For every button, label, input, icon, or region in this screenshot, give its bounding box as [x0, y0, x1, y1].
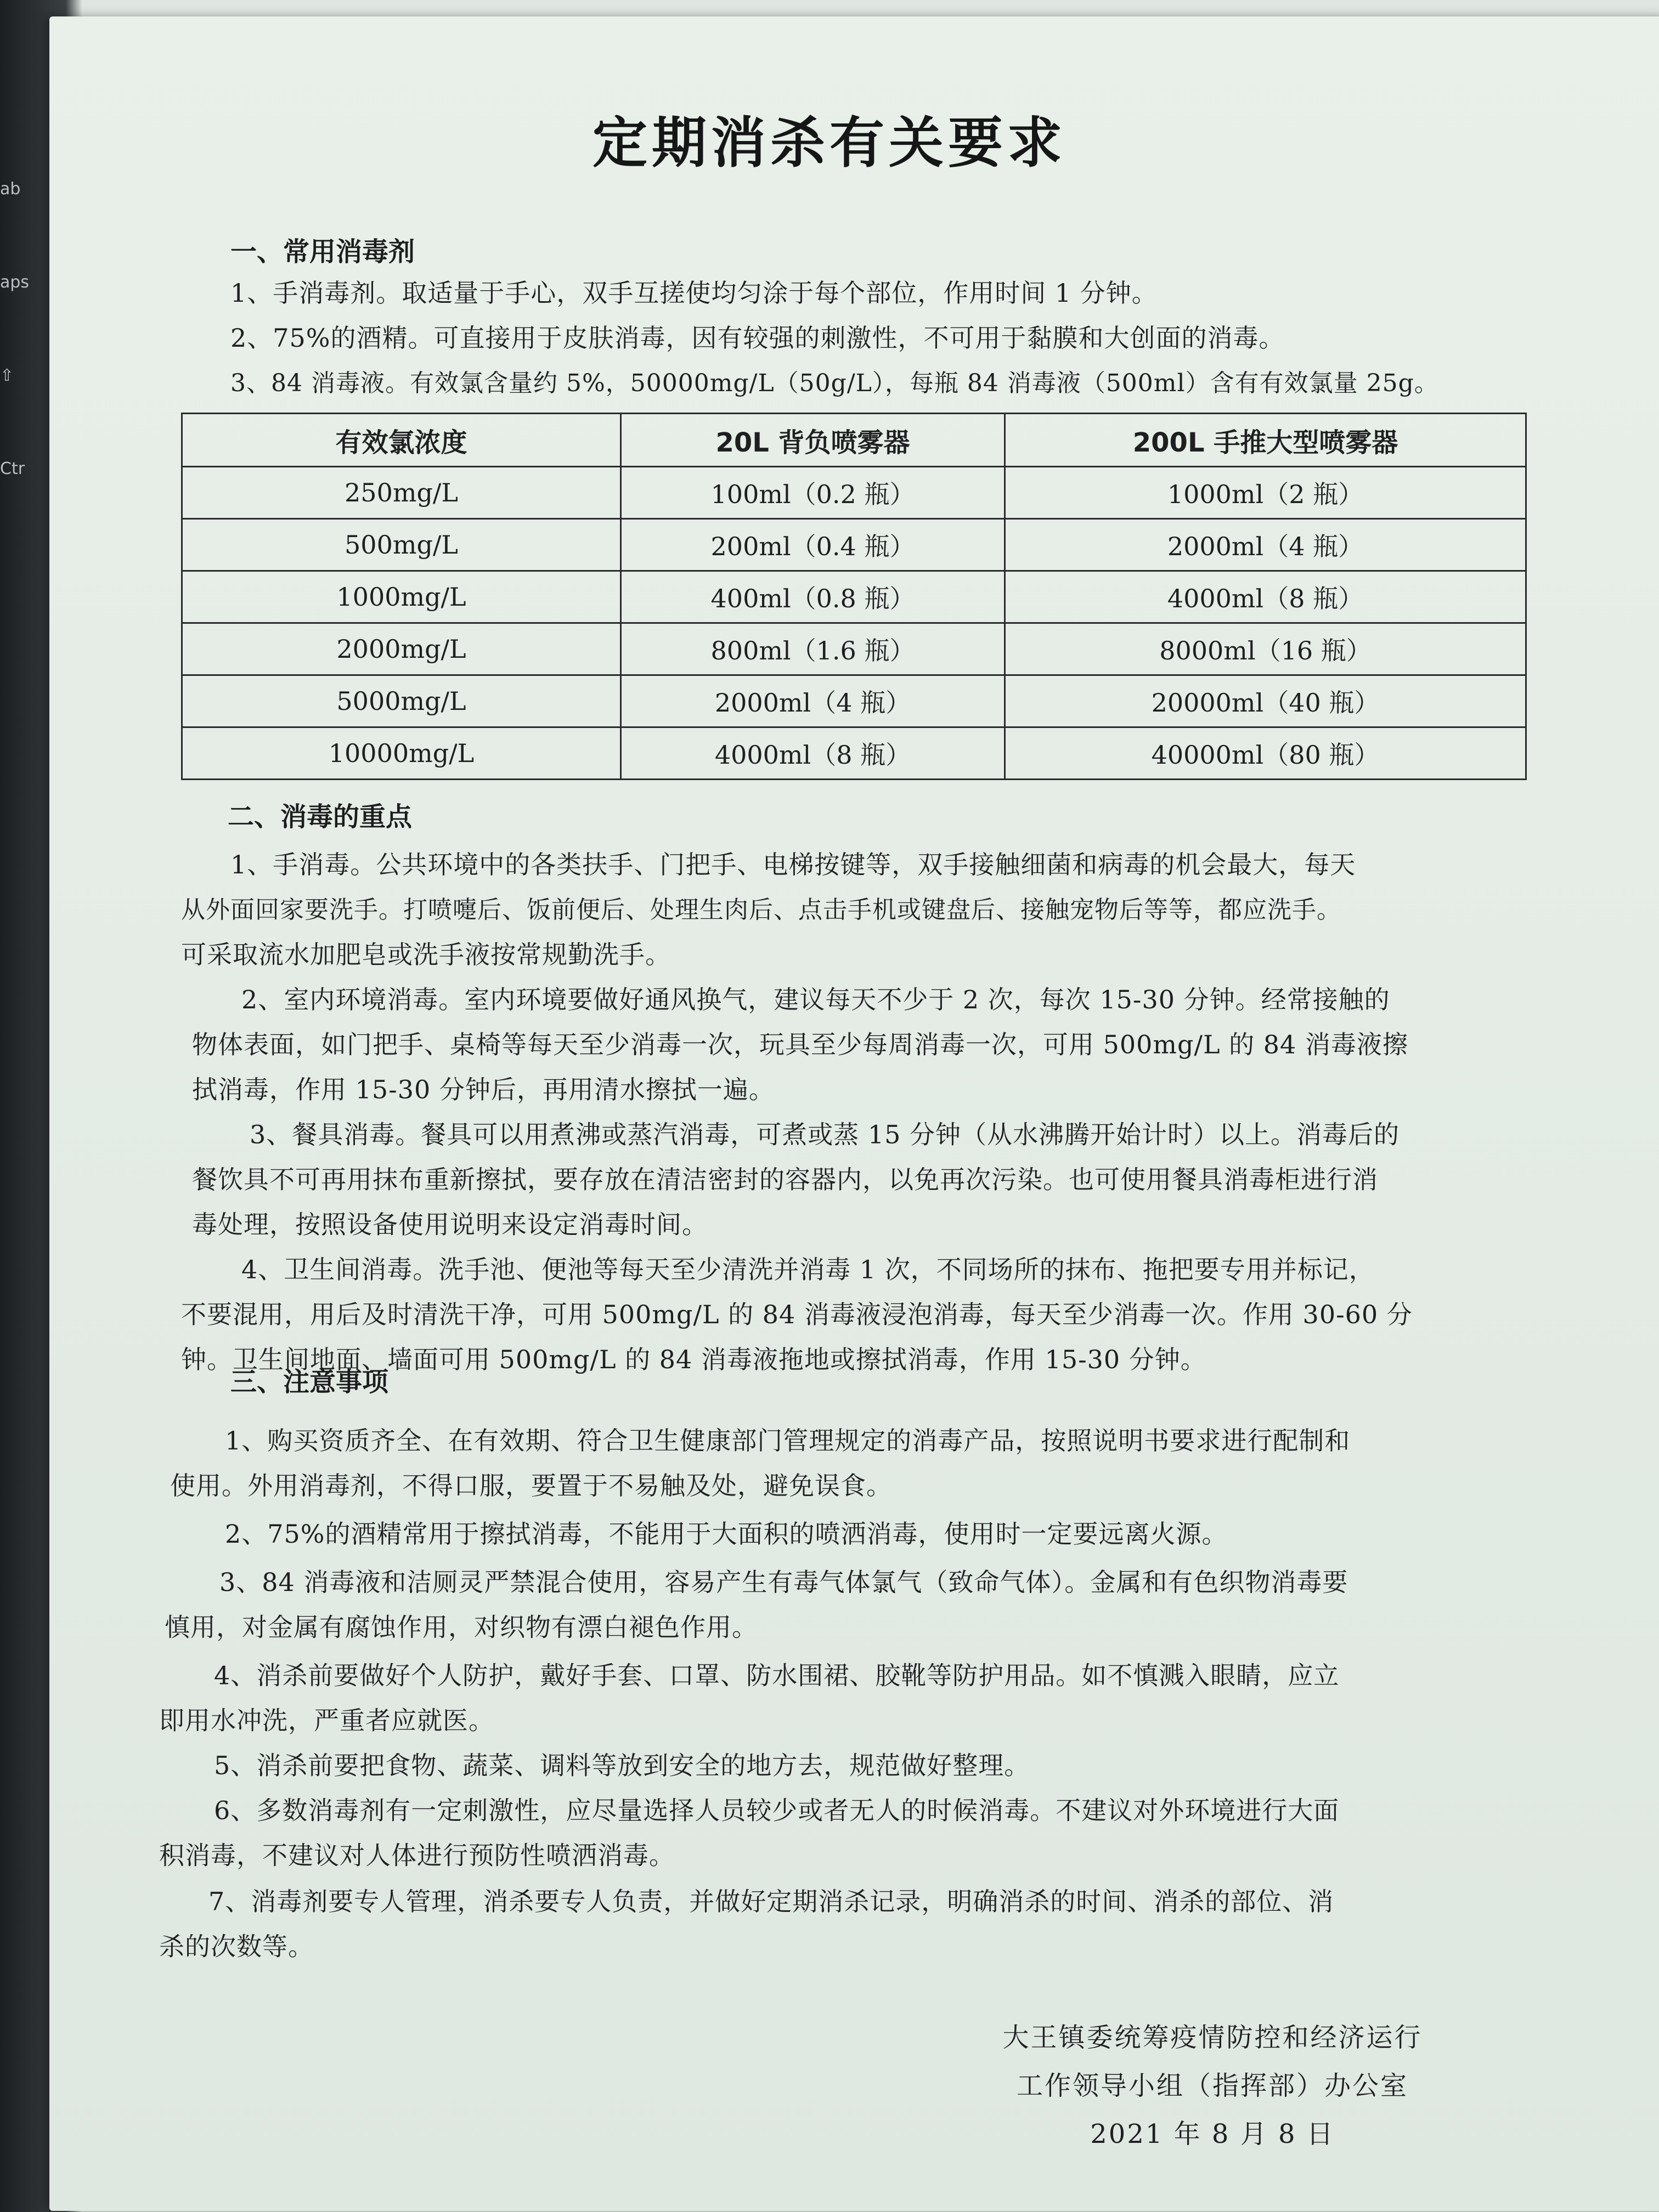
table-cell: 2000ml（4 瓶） [621, 675, 1005, 727]
issuing-office: 工作领导小组（指挥部）办公室 [1016, 2070, 1408, 2101]
signature-block [966, 2013, 1459, 2158]
section3-line: 杀的次数等。 [159, 1932, 314, 1961]
edge-glyph: Ctr [0, 459, 25, 478]
table-row [182, 467, 1526, 519]
table-row [182, 623, 1526, 675]
section3-line: 1、购买资质齐全、在有效期、符合卫生健康部门管理规定的消毒产品，按照说明书要求进行配制和 [225, 1426, 1351, 1455]
section3-line: 积消毒，不建议对人体进行预防性喷洒消毒。 [159, 1841, 675, 1870]
section2-heading: 二、消毒的重点 [228, 802, 413, 832]
table-cell: 4000ml（8 瓶） [1005, 571, 1526, 623]
section2-line: 3、餐具消毒。餐具可以用煮沸或蒸汽消毒，可煮或蒸 15 分钟（从水沸腾开始计时）以上。消毒后的 [250, 1120, 1400, 1149]
table-row [182, 727, 1526, 780]
dosage-table [181, 413, 1527, 780]
table-cell: 20000ml（40 瓶） [1005, 675, 1526, 727]
section2-line: 4、卫生间消毒。洗手池、便池等每天至少清洗并消毒 1 次，不同场所的抹布、拖把要专用并标记， [241, 1255, 1375, 1284]
section3-line: 2、75%的酒精常用于擦拭消毒，不能用于大面积的喷洒消毒，使用时一定要远离火源。 [225, 1519, 1228, 1549]
section2-line: 钟。卫生间地面、墙面可用 500mg/L 的 84 消毒液拖地或擦拭消毒，作用 15-30 分钟。 [181, 1345, 1206, 1374]
issuing-organization: 大王镇委统筹疫情防控和经济运行 [1002, 2022, 1423, 2053]
table-header: 20L 背负喷雾器 [621, 414, 1005, 467]
section2-line: 1、手消毒。公共环境中的各类扶手、门把手、电梯按键等，双手接触细菌和病毒的机会最大，每天 [230, 850, 1356, 879]
section2-line: 不要混用，用后及时清洗干净，可用 500mg/L 的 84 消毒液浸泡消毒，每天至少消毒一次。作用 30-60 分 [181, 1300, 1413, 1329]
table-cell: 2000mg/L [182, 623, 621, 675]
edge-glyph: ⇧ [0, 366, 14, 385]
table-header: 200L 手推大型喷雾器 [1005, 414, 1526, 467]
table-cell: 200ml（0.4 瓶） [621, 519, 1005, 571]
table-header: 有效氯浓度 [182, 414, 621, 467]
section2-line: 毒处理，按照设备使用说明来设定消毒时间。 [192, 1210, 708, 1239]
section3-line: 7、消毒剂要专人管理，消杀要专人负责，并做好定期消杀记录，明确消杀的时间、消杀的部位、消 [208, 1887, 1334, 1916]
table-cell: 5000mg/L [182, 675, 621, 727]
section1-item: 2、75%的酒精。可直接用于皮肤消毒，因有较强的刺激性，不可用于黏膜和大创面的消毒。 [230, 323, 1285, 353]
table-cell: 40000ml（80 瓶） [1005, 727, 1526, 780]
section3-line: 5、消杀前要把食物、蔬菜、调料等放到安全的地方去，规范做好整理。 [214, 1751, 1030, 1780]
table-row [182, 571, 1526, 623]
screen-edge-text [0, 181, 38, 554]
table-cell: 500mg/L [182, 519, 621, 571]
section3-line: 4、消杀前要做好个人防护，戴好手套、口罩、防水围裙、胶靴等防护用品。如不慎溅入眼睛，应立 [214, 1661, 1340, 1690]
section1-item: 1、手消毒剂。取适量于手心，双手互搓使均匀涂于每个部位，作用时间 1 分钟。 [230, 278, 1158, 308]
section2-line: 从外面回家要洗手。打喷嚏后、饭前便后、处理生肉后、点击手机或键盘后、接触宠物后等等，都应洗手。 [181, 896, 1341, 924]
table-row [182, 675, 1526, 727]
table-cell: 100ml（0.2 瓶） [621, 467, 1005, 519]
section3-heading: 三、注意事项 [230, 1367, 389, 1397]
document-title: 定期消杀有关要求 [592, 111, 1066, 175]
section3-line: 3、84 消毒液和洁厕灵严禁混合使用，容易产生有毒气体氯气（致命气体）。金属和有色织物消毒要 [219, 1567, 1348, 1597]
section2-line: 物体表面，如门把手、桌椅等每天至少消毒一次，玩具至少每周消毒一次，可用 500mg/L 的 84 消毒液擦 [192, 1030, 1408, 1059]
section2-line: 拭消毒，作用 15-30 分钟后，再用清水擦拭一遍。 [192, 1075, 775, 1104]
table-cell: 800ml（1.6 瓶） [621, 623, 1005, 675]
table-cell: 1000mg/L [182, 571, 621, 623]
edge-glyph: ab [0, 179, 21, 199]
table-cell: 2000ml（4 瓶） [1005, 519, 1526, 571]
table-cell: 10000mg/L [182, 727, 621, 780]
section1-heading: 一、常用消毒剂 [230, 236, 415, 267]
section2-line: 餐饮具不可再用抹布重新擦拭，要存放在清洁密封的容器内，以免再次污染。也可使用餐具消毒柜进行消 [192, 1165, 1378, 1194]
table-header-row [182, 414, 1526, 467]
section3-line: 使用。外用消毒剂，不得口服，要置于不易触及处，避免误食。 [170, 1471, 892, 1500]
table-cell: 250mg/L [182, 467, 621, 519]
section3-line: 慎用，对金属有腐蚀作用，对织物有漂白褪色作用。 [165, 1612, 758, 1642]
edge-glyph: aps [0, 273, 30, 292]
issue-date: 2021 年 8 月 8 日 [1090, 2119, 1335, 2149]
section1-item: 3、84 消毒液。有效氯含量约 5%，50000mg/L（50g/L），每瓶 84 消毒液（500ml）含有有效氯量 25g。 [230, 369, 1439, 397]
table-cell: 1000ml（2 瓶） [1005, 467, 1526, 519]
table-cell: 400ml（0.8 瓶） [621, 571, 1005, 623]
section3-line: 6、多数消毒剂有一定刺激性，应尽量选择人员较少或者无人的时候消毒。不建议对外环境进行大面 [214, 1796, 1340, 1825]
section3-line: 即用水冲洗，严重者应就医。 [159, 1706, 494, 1735]
table-cell: 4000ml（8 瓶） [621, 727, 1005, 780]
section2-line: 可采取流水加肥皂或洗手液按常规勤洗手。 [181, 940, 671, 969]
table-row [182, 519, 1526, 571]
section2-line: 2、室内环境消毒。室内环境要做好通风换气，建议每天不少于 2 次，每次 15-30 分钟。经常接触的 [241, 985, 1390, 1014]
table-cell: 8000ml（16 瓶） [1005, 623, 1526, 675]
